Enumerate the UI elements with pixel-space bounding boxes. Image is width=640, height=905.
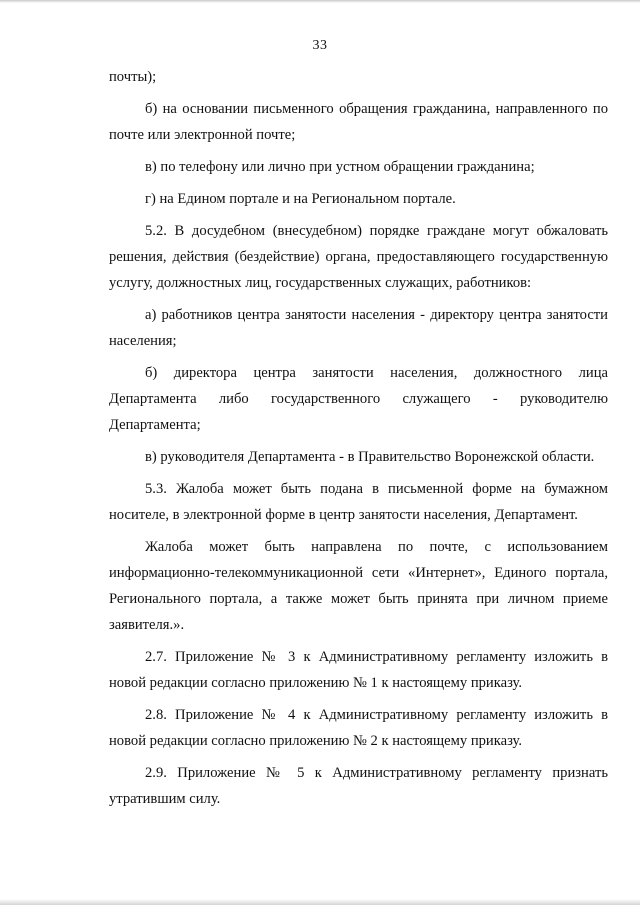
paragraph-2-7: 2.7. Приложение № 3 к Административному регламенту изложить в новой редакции согласно приложению № 1 к настоящему приказу. xyxy=(109,649,608,691)
paragraph-5-2-a: а) работников центра занятости населения - директору центра занятости населения; xyxy=(109,307,608,349)
scan-edge-bottom xyxy=(0,899,640,905)
scan-edge-top xyxy=(0,0,640,3)
paragraph-g-portal-appeal: г) на Едином портале и на Региональном портале. xyxy=(145,191,456,207)
paragraph-5-3: 5.3. Жалоба может быть подана в письменной форме на бумажном носителе, в электронной форме в центр занятости населения, Департамент. xyxy=(109,481,608,523)
paragraph-continuation: почты); xyxy=(109,69,157,85)
paragraph-v-phone-appeal: в) по телефону или лично при устном обращении гражданина; xyxy=(145,159,535,175)
paragraph-2-9: 2.9. Приложение № 5 к Административному регламенту признать утратившим силу. xyxy=(109,765,608,807)
paragraph-5-2-v: в) руководителя Департамента - в Правительство Воронежской области. xyxy=(145,449,595,465)
paragraph-5-3-continuation: Жалоба может быть направлена по почте, с использованием информационно-телекоммуникационной сети «Интернет», Единого портала, Регионального портала, а также может быть принята при личном приеме заявителя.». xyxy=(109,539,608,633)
paragraph-b-written-appeal: б) на основании письменного обращения гражданина, направленного по почте или электронной почте; xyxy=(109,101,608,143)
paragraph-5-2: 5.2. В досудебном (внесудебном) порядке граждане могут обжаловать решения, действия (бездействие) органа, предоставляющего государственную услугу, должностных лиц, государственных служащих, работников: xyxy=(109,223,608,291)
paragraph-2-8: 2.8. Приложение № 4 к Административному регламенту изложить в новой редакции согласно приложению № 2 к настоящему приказу. xyxy=(109,707,608,749)
paragraph-5-2-b: б) директора центра занятости населения, должностного лица Департамента либо государственного служащего - руководителю Департамента; xyxy=(109,365,608,433)
page-number: 33 xyxy=(312,38,328,53)
document-body xyxy=(109,64,608,818)
